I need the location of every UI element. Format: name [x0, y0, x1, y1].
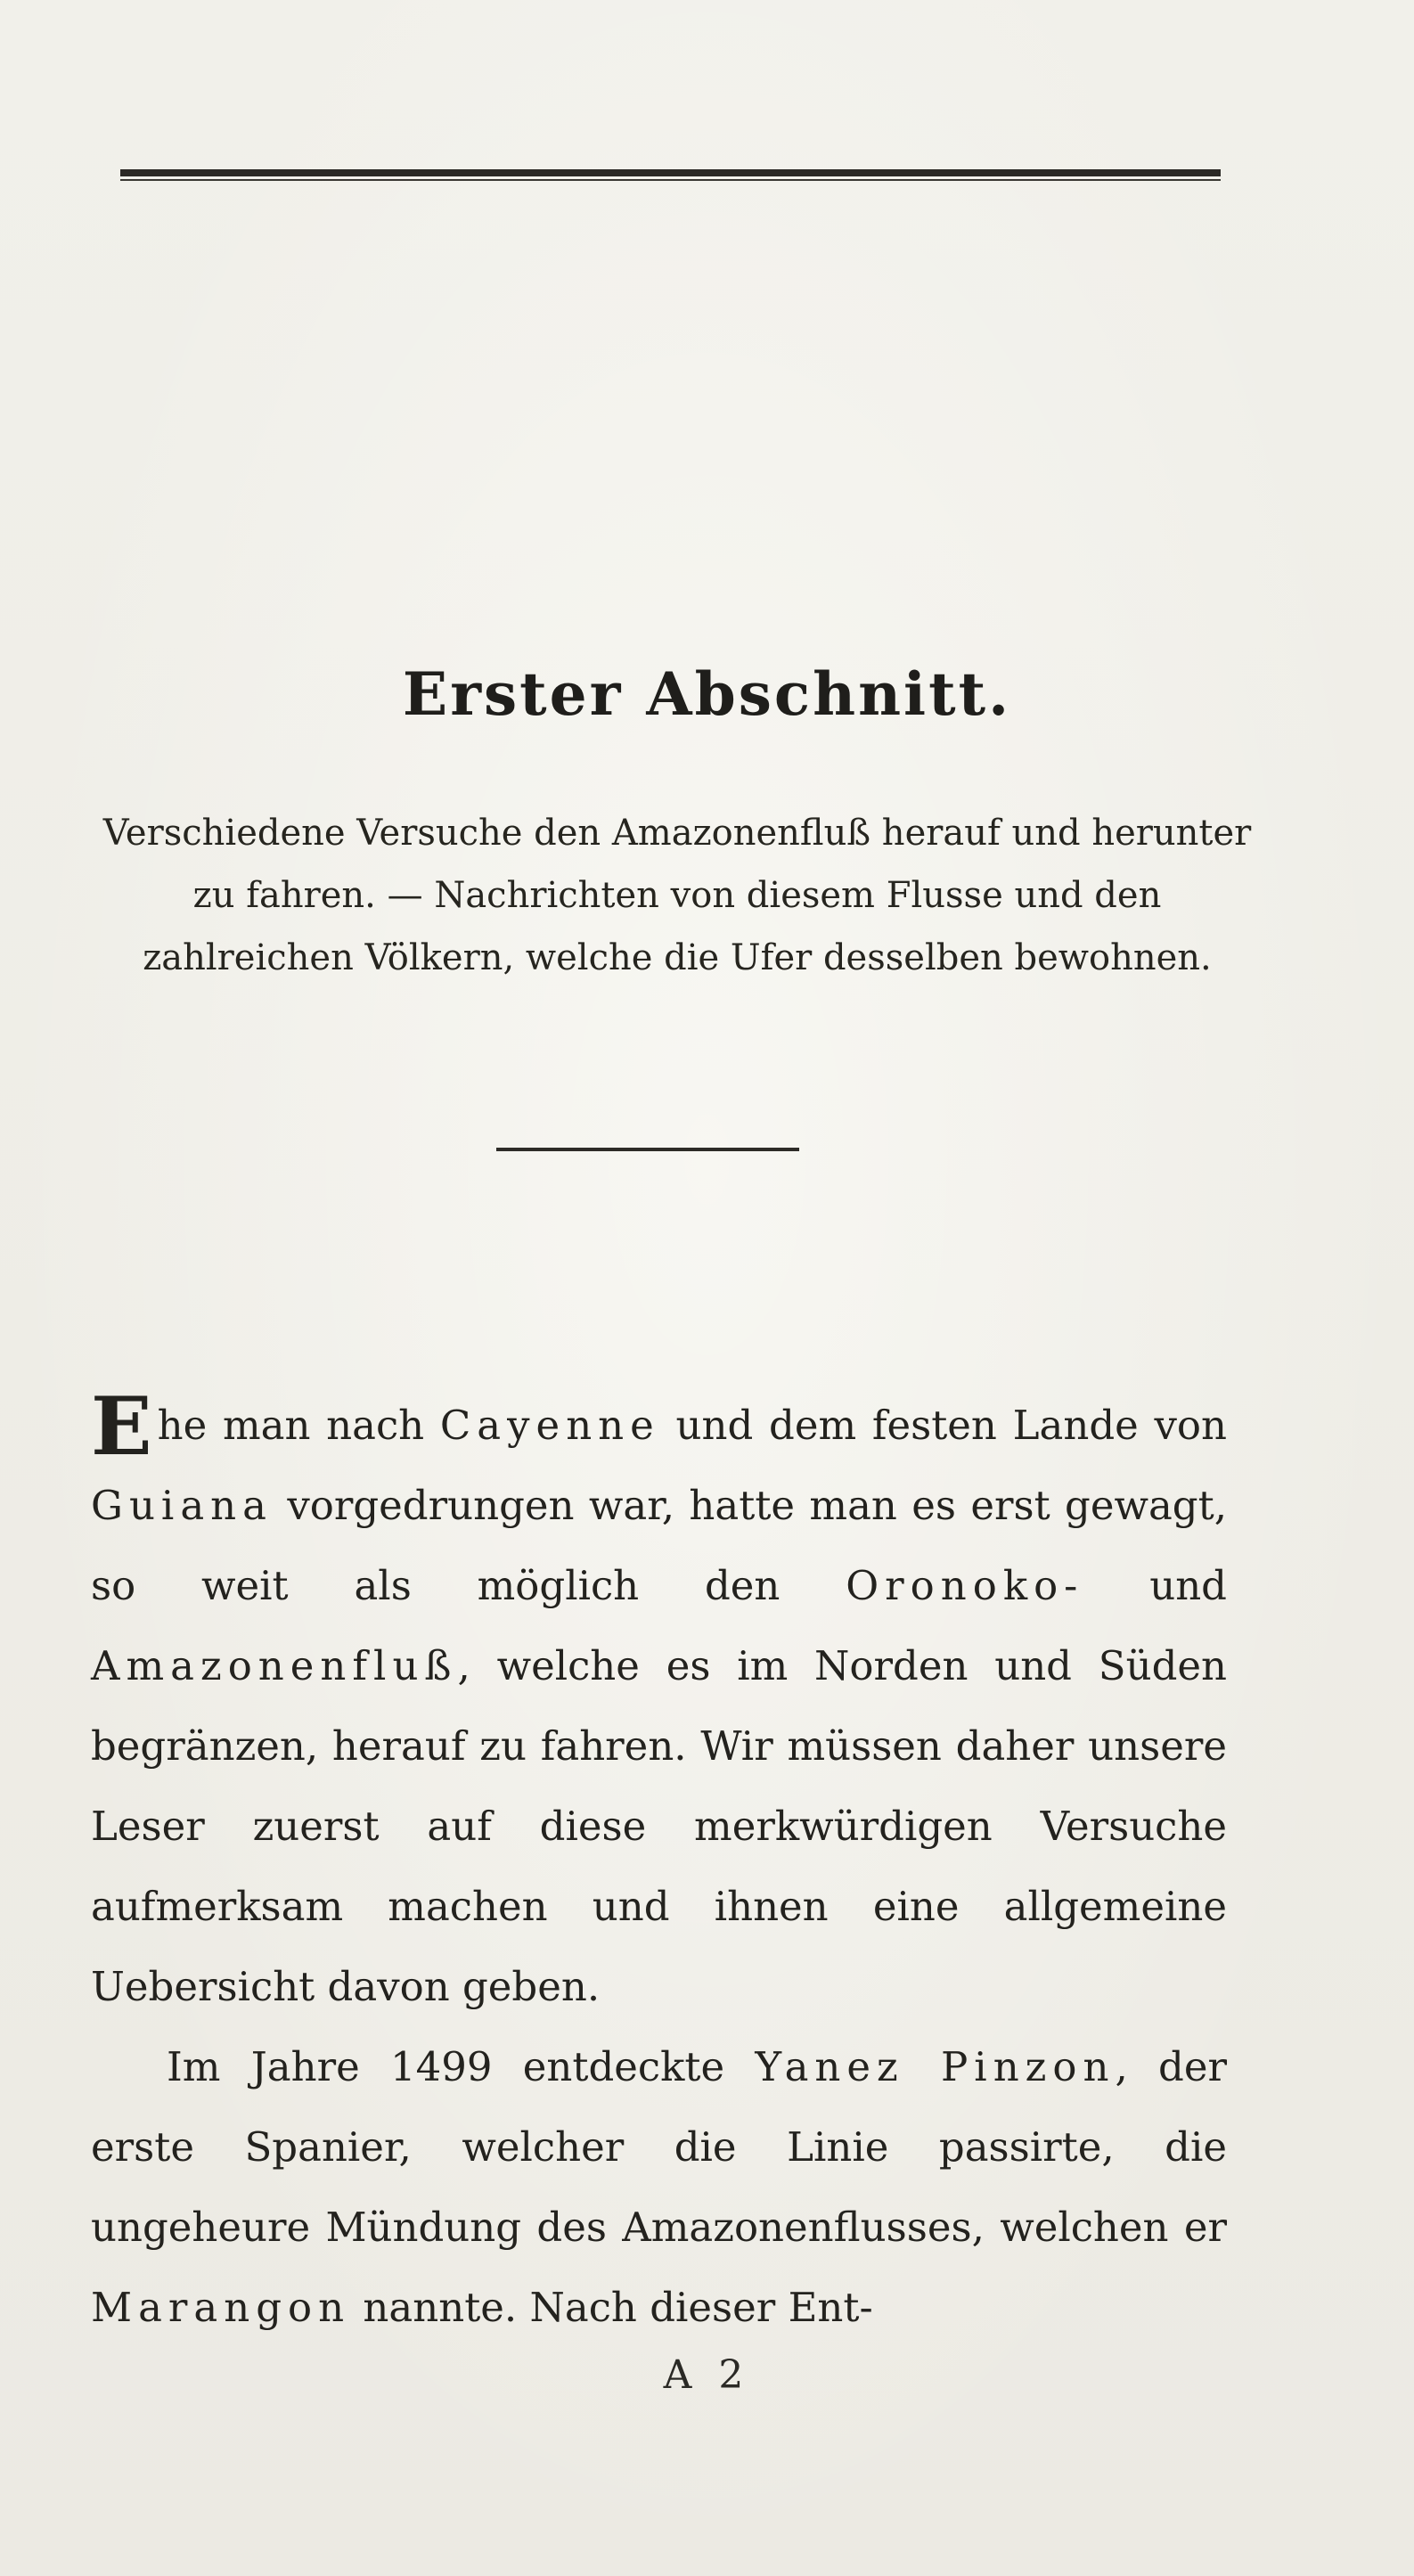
signature-mark: A 2: [663, 2352, 751, 2398]
body-text: [91, 1379, 1227, 2348]
paragraph-1: [91, 1379, 1227, 2027]
river-name-marangon: Marangon: [91, 2284, 351, 2331]
chapter-summary: Verschiedene Versuche den Amazonenfluß herauf und herunter zu fahren. — Nachrichten von diesem Flusse und den zahlreichen Völkern, welche die Ufer desselben bewohnen.: [102, 813, 1252, 978]
p1-text-4: und: [1083, 1562, 1227, 1609]
p1-text-1: he man nach: [157, 1402, 440, 1449]
section-divider-rule: [496, 1148, 799, 1151]
place-name-guiana: Guiana: [91, 1482, 273, 1529]
header-ornament-rule: [120, 166, 1221, 189]
person-name-yanez-pinzon: Yanez Pinzon: [755, 2043, 1116, 2090]
p2-text-1: Im Jahre 1499 entdeckte: [167, 2043, 756, 2090]
river-name-oronoko: Oronoko-: [846, 1562, 1084, 1609]
header-rule-thin: [120, 179, 1221, 181]
p1-text-2: und dem festen Lande von: [659, 1402, 1227, 1449]
river-name-amazonenfluss: Amazonenfluß: [91, 1642, 458, 1689]
p1-text-3: vorgedrungen war, hatte man es erst gewagt, so weit als möglich den: [91, 1482, 1227, 1609]
chapter-title: Erster Abschnitt.: [402, 659, 1012, 729]
place-name-cayenne: Cayenne: [439, 1402, 660, 1449]
p1-text-5: , welche es im Norden und Süden begränzen, herauf zu fahren. Wir müssen daher unsere Leser zuerst auf diese merkwürdigen Versuche aufmerksam machen und ihnen eine allgemeine Uebersicht davon geben.: [91, 1642, 1227, 2010]
header-rule-thick: [120, 169, 1221, 176]
paragraph-2: [91, 2027, 1227, 2348]
p2-text-2: , der erste Spanier, welcher die Linie passirte, die ungeheure Mündung des Amazonenflusses, welchen er: [91, 2043, 1227, 2251]
drop-cap: E: [91, 1379, 152, 1474]
p2-text-3: nannte. Nach dieser Ent-: [350, 2284, 873, 2331]
